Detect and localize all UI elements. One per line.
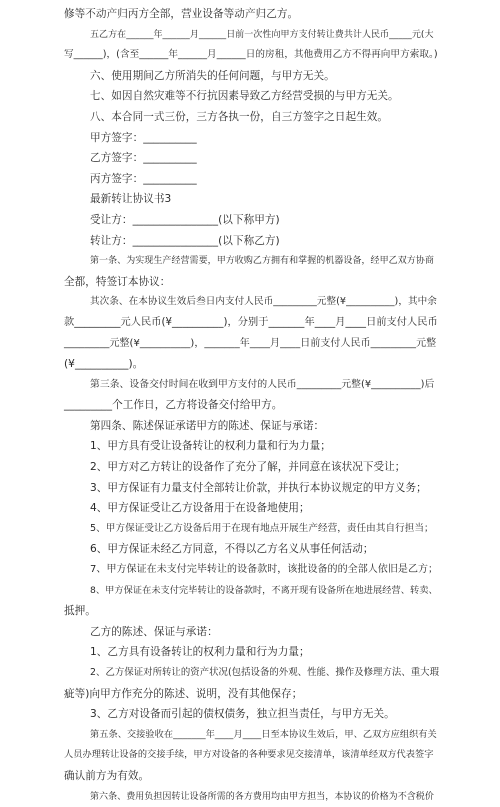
list-item: 1、甲方具有受让设备转让的权利力量和行为力量； xyxy=(90,440,331,453)
text-line: 修等不动产归丙方全部，营业设备等动产归乙方。 xyxy=(64,8,299,20)
list-item: 7、甲方保证在未支付完毕转让的设备款时，该批设备的的全部人依旧是乙方； xyxy=(90,564,439,576)
signature-line-party-a: 甲方签字：__________ xyxy=(90,131,197,144)
text-line: _________个工作日，乙方将设备交付给甲方。 xyxy=(64,399,283,412)
list-item: 3、乙方对设备而引起的债权债务，独立担当责任，与甲方无关。 xyxy=(90,708,395,721)
text-line: (¥__________)。 xyxy=(64,358,144,371)
text-line: 受让方：________________(以下称甲方) xyxy=(90,213,280,226)
text-line: 其次条、在本协议生效后叁日内支付人民币_________元整(¥__________)，其中余 xyxy=(90,296,437,308)
text-line: 五乙方在______年______月______日前一次性向甲方支付转让费共计人民币_____元(大 xyxy=(90,29,434,40)
text-line: 人员办理转让设备的交接手续，甲方对设备的各种要求见交接清单，该清单经双方代表签字 xyxy=(64,749,434,761)
signature-line-party-b: 乙方签字：__________ xyxy=(90,152,197,165)
text-line: 第一条、为实现生产经营需要，甲方收购乙方拥有和掌握的机器设备，经甲乙双方协商 xyxy=(90,256,434,267)
text-line: _________元整(¥__________)，_______年____月____日前支付人民币_________元整 xyxy=(64,337,437,349)
list-item: 1、乙方具有设备转让的权利力量和行为力量； xyxy=(90,646,310,659)
text-line: 抵押。 xyxy=(64,605,96,618)
text-line: 确认前方为有效。 xyxy=(64,769,150,782)
list-item: 6、甲方保证未经乙方同意，不得以乙方名义从事任何活动； xyxy=(90,543,374,556)
text-line: 七、如因自然灾难等不行抗因素导致乙方经营受损的与甲方无关。 xyxy=(90,90,399,103)
text-line: 写______)，(含至______年______月______日的房租，其他费用乙方不得再向甲方索取。) xyxy=(64,49,438,61)
text-line: 八、本合同一式三份，三方各执一份，自三方签字之日起生效。 xyxy=(90,110,389,123)
text-line: 乙方的陈述、保证与承诺： xyxy=(90,625,218,638)
text-line: 疵等)向甲方作充分的陈述、说明，没有其他保存； xyxy=(64,687,303,700)
list-item: 2、甲方对乙方转让的设备作了充分了解，并同意在该状况下受让； xyxy=(90,461,406,474)
text-line: 转让方：________________(以下称乙方) xyxy=(90,234,280,247)
list-item: 4、甲方保证受让乙方设备用于在设备地使用； xyxy=(90,502,310,515)
text-line: 第六条、费用负担因转让设备所需的各方费用均由甲方担当，本协议的价格为不含税价 xyxy=(90,791,434,802)
text-line: 第五条、交接验收在_______年____月____日至本协议生效后，甲、乙双方应组织有关 xyxy=(90,728,437,740)
text-line: 六、使用期间乙方所消失的任何问题，与甲方无关。 xyxy=(90,69,335,82)
text-line: 第三条、设备交付时间在收到甲方支付的人民币_________元整(¥__________)后 xyxy=(90,378,435,390)
list-item: 3、甲方保证有力量支付全部转让价款，并执行本协议规定的甲方义务； xyxy=(90,481,427,494)
list-item: 5、甲方保证受让乙方设备后用于在现有地点开展生产经营，责任由其自行担当； xyxy=(90,522,434,534)
section-heading: 最新转让协议书3 xyxy=(90,193,172,206)
text-line: 款_________元人民币(¥__________)，分别于_______年____月____日前支付人民币 xyxy=(64,316,438,328)
text-line: 第四条、陈述保证承诺甲方的陈述、保证与承诺： xyxy=(90,419,325,432)
list-item: 8、甲方保证在未支付完毕转让的设备款时，不离开现有设备所在地进展经营、转卖、 xyxy=(90,584,438,596)
list-item: 2、乙方保证对所转让的资产状况(包括设备的外观、性能、操作及修理方法、重大瑕 xyxy=(90,667,440,678)
signature-line-party-c: 丙方签字：__________ xyxy=(90,172,197,185)
text-line: 全都，特签订本协议： xyxy=(64,275,171,288)
